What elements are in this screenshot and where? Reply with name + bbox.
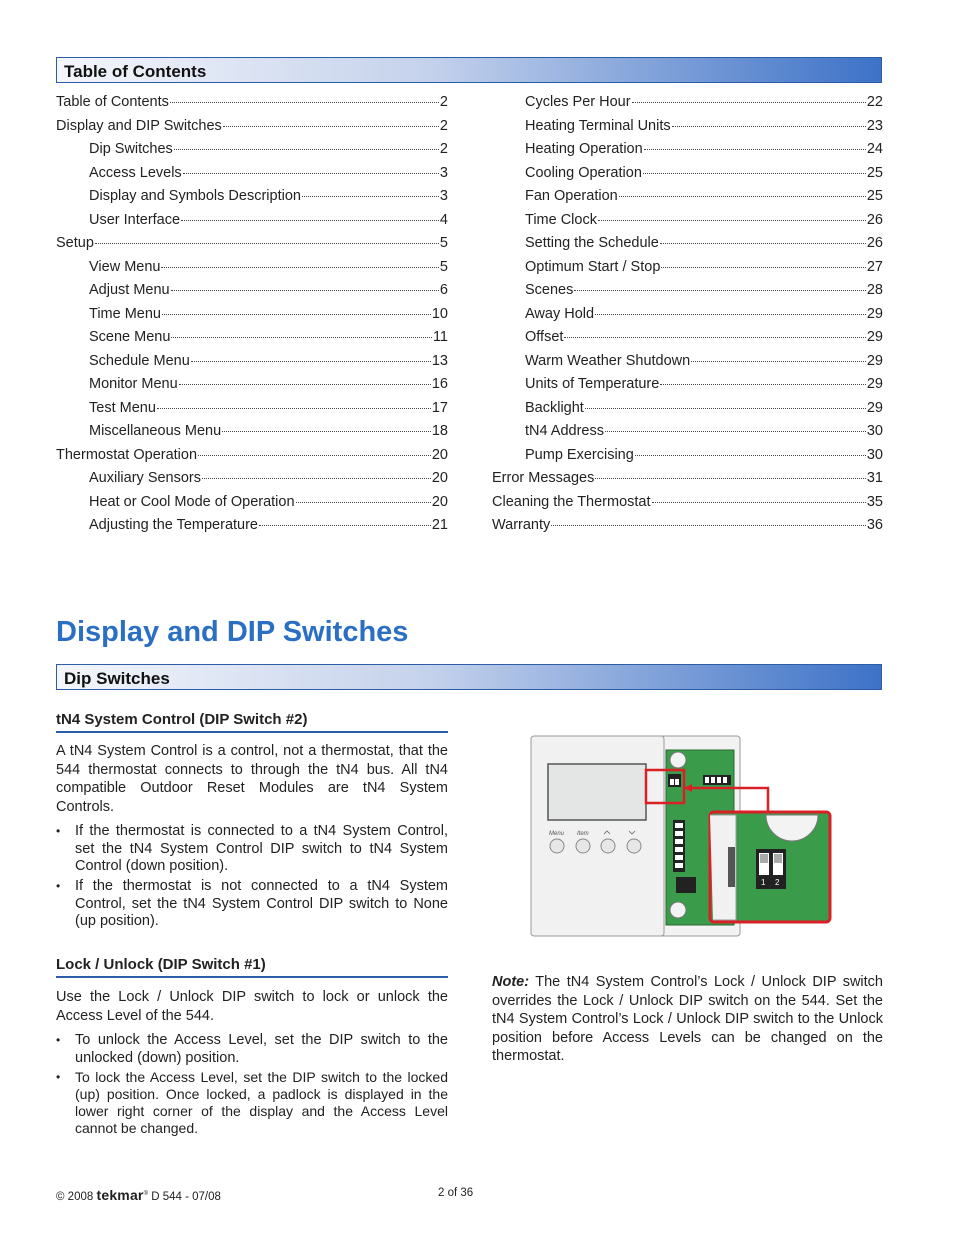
toc-entry-title: Table of Contents <box>56 94 169 110</box>
toc-entry <box>56 94 448 118</box>
lock-bullet-1-text: To unlock the Access Level, set the DIP switch to the unlocked (down) position. <box>75 1032 448 1066</box>
toc-leader-dots <box>296 502 431 503</box>
toc-leader-dots <box>661 267 865 268</box>
toc-entry-page: 18 <box>431 423 448 439</box>
toc-entry-page: 26 <box>866 235 883 251</box>
toc-leader-dots <box>564 337 865 338</box>
toc-leader-dots <box>585 408 866 409</box>
switch-1-label: 1 <box>761 878 766 887</box>
toc-entry-page: 30 <box>866 423 883 439</box>
toc-entry-page: 6 <box>439 282 448 298</box>
toc-entry-title: Access Levels <box>89 164 182 181</box>
toc-entry-title: Units of Temperature <box>525 376 660 392</box>
toc-entry-title: Error Messages <box>492 470 595 486</box>
toc-title: Table of Contents <box>64 62 207 81</box>
toc-leader-dots <box>672 126 866 127</box>
toc-leader-dots <box>652 502 866 503</box>
toc-entry <box>56 517 448 541</box>
toc-entry-title: Away Hold <box>525 305 595 322</box>
toc-entry-title: Setup <box>56 235 94 251</box>
toc-entry-title: Miscellaneous Menu <box>89 423 222 439</box>
toc-entry-page: 20 <box>431 493 448 510</box>
bullet-dot: • <box>56 1070 61 1084</box>
toc-entry-page: 3 <box>439 188 448 204</box>
toc-leader-dots <box>181 220 439 221</box>
section-title: Display and DIP Switches <box>56 616 409 648</box>
toc-leader-dots <box>223 126 439 127</box>
toc-entry-title: Fan Operation <box>525 188 618 204</box>
toc-leader-dots <box>202 478 431 479</box>
toc-leader-dots <box>162 314 431 315</box>
dip-switch-small <box>668 774 681 787</box>
toc-entry-page: 27 <box>866 258 883 275</box>
toc-entry <box>492 165 883 189</box>
toc-entry-title: Test Menu <box>89 399 156 416</box>
toc-entry-page: 2 <box>439 141 448 157</box>
toc-leader-dots <box>222 431 431 432</box>
toc-entry <box>492 94 883 118</box>
up-button <box>601 839 615 853</box>
toc-entry-title: Adjusting the Temperature <box>89 517 259 533</box>
toc-entry <box>492 447 883 471</box>
toc-entry <box>56 282 448 306</box>
toc-entry-page: 36 <box>866 517 883 533</box>
toc-entry-title: Pump Exercising <box>525 446 634 463</box>
item-button <box>576 839 590 853</box>
toc-entry-page: 25 <box>866 164 883 181</box>
toc-entry <box>492 376 883 400</box>
dip-switches-title: Dip Switches <box>64 669 170 688</box>
toc-entry-title: User Interface <box>89 211 181 228</box>
bullet-dot: • <box>56 879 61 893</box>
toc-entry <box>56 188 448 212</box>
switch-2-label: 2 <box>775 878 780 887</box>
toc-entry-page: 35 <box>866 493 883 510</box>
menu-button <box>550 839 564 853</box>
toc-entry <box>56 259 448 283</box>
toc-leader-dots <box>191 361 431 362</box>
toc-entry-page: 28 <box>866 282 883 298</box>
toc-entry <box>56 165 448 189</box>
toc-entry <box>56 235 448 259</box>
toc-entry-page: 23 <box>866 117 883 134</box>
toc-leader-dots <box>95 243 439 244</box>
toc-entry <box>56 353 448 377</box>
registered-mark: ® <box>143 1191 149 1198</box>
toc-entry <box>492 470 883 494</box>
toc-entry <box>56 400 448 424</box>
note-text: The tN4 System Control’s Lock / Unlock DIP switch overrides the Lock / Unlock DIP switch on the 544. Set the tN4 System Control’s Lock / Unlock DIP switch to the Unlock position before Access Levels can be changed on the thermostat. <box>492 974 883 1064</box>
toc-entry-page: 29 <box>866 329 883 345</box>
toc-leader-dots <box>635 455 866 456</box>
toc-entry <box>492 306 883 330</box>
toc-entry-page: 20 <box>431 470 448 486</box>
toc-leader-dots <box>171 290 439 291</box>
toc-entry <box>492 259 883 283</box>
toc-entry <box>56 212 448 236</box>
toc-entry <box>492 329 883 353</box>
toc-entry-title: Cycles Per Hour <box>525 94 631 110</box>
lock-bullet-2-text: To lock the Access Level, set the DIP switch to the locked (up) position. Once locked, a padlock is displayed in the lower right corner of the display and the Access Level cannot be changed. <box>75 1069 448 1136</box>
toc-leader-dots <box>179 384 431 385</box>
lock-heading: Lock / Unlock (DIP Switch #1) <box>56 956 448 978</box>
toc-entry <box>56 118 448 142</box>
footer-copyright: © 2008 <box>56 1191 94 1203</box>
note-paragraph <box>492 973 883 1066</box>
menu-label: Menu <box>549 831 565 837</box>
toc-entry <box>492 400 883 424</box>
toc-entry-page: 13 <box>431 352 448 369</box>
toc-entry-title: Thermostat Operation <box>56 446 198 463</box>
toc-entry-page: 2 <box>439 117 448 134</box>
tn4-bullet-2-text: If the thermostat is not connected to a tN4 System Control, set the tN4 System Control DIP switch to None (up position). <box>75 878 448 929</box>
tn4-heading: tN4 System Control (DIP Switch #2) <box>56 711 448 733</box>
toc-entry-page: 30 <box>866 446 883 463</box>
toc-leader-dots <box>632 102 866 103</box>
toc-leader-dots <box>605 431 866 432</box>
toc-entry-title: Offset <box>525 329 564 345</box>
toc-entry <box>492 141 883 165</box>
toc-entry-page: 24 <box>866 141 883 157</box>
toc-entry <box>56 306 448 330</box>
toc-entry-title: Warm Weather Shutdown <box>525 352 691 369</box>
toc-entry <box>492 118 883 142</box>
toc-entry <box>492 353 883 377</box>
toc-leader-dots <box>691 361 866 362</box>
toc-entry-page: 11 <box>432 329 448 345</box>
toc-entry-title: Heat or Cool Mode of Operation <box>89 493 295 510</box>
tn4-bullet-1-text: If the thermostat is connected to a tN4 System Control, set the tN4 System Control DIP switch to tN4 System Control (down position). <box>75 823 448 874</box>
toc-leader-dots <box>302 196 439 197</box>
toc-entry-title: Scene Menu <box>89 329 171 345</box>
toc-entry-page: 26 <box>866 211 883 228</box>
toc-leader-dots <box>595 314 866 315</box>
toc-leader-dots <box>174 149 439 150</box>
toc-entry-title: Cooling Operation <box>525 164 642 181</box>
toc-leader-dots <box>183 173 439 174</box>
toc-entry <box>56 447 448 471</box>
toc-entry-title: Time Menu <box>89 305 161 322</box>
thermostat-dip-switch-figure <box>528 732 834 942</box>
toc-entry-title: Backlight <box>525 399 584 416</box>
dip-switches-bar <box>56 664 882 690</box>
toc-entry <box>56 470 448 494</box>
tn4-bullet-1 <box>56 823 448 876</box>
toc-leader-dots <box>171 337 432 338</box>
down-button <box>627 839 641 853</box>
toc-entry-page: 5 <box>439 235 448 251</box>
toc-entry <box>56 423 448 447</box>
toc-leader-dots <box>660 384 866 385</box>
toc-leader-dots <box>574 290 865 291</box>
toc-entry-page: 21 <box>431 517 448 533</box>
toc-leader-dots <box>161 267 438 268</box>
toc-entry-page: 22 <box>866 94 883 110</box>
toc-entry-title: Warranty <box>492 517 551 533</box>
toc-leader-dots <box>157 408 431 409</box>
toc-right-column <box>492 94 883 541</box>
toc-entry <box>492 423 883 447</box>
bullet-dot: • <box>56 1033 61 1047</box>
toc-entry-page: 20 <box>431 446 448 463</box>
tn4-bullet-2 <box>56 878 448 931</box>
toc-entry <box>492 282 883 306</box>
toc-left-column <box>56 94 448 541</box>
toc-entry-page: 29 <box>866 352 883 369</box>
toc-entry <box>492 235 883 259</box>
toc-entry-page: 4 <box>439 211 448 228</box>
toc-entry <box>492 212 883 236</box>
toc-entry <box>56 329 448 353</box>
toc-leader-dots <box>644 149 866 150</box>
note-label: Note: <box>492 974 530 990</box>
toc-entry <box>56 141 448 165</box>
toc-entry-title: Adjust Menu <box>89 282 170 298</box>
tekmar-logo: tekmar <box>96 1187 144 1203</box>
toc-entry-title: Scenes <box>525 282 574 298</box>
toc-entry-title: Dip Switches <box>89 141 173 157</box>
toc-entry-title: Heating Terminal Units <box>525 117 671 134</box>
toc-leader-dots <box>643 173 866 174</box>
lock-bullet-2 <box>56 1069 448 1137</box>
toc-entry-title: Cleaning the Thermostat <box>492 493 651 510</box>
toc-entry-page: 2 <box>439 94 448 110</box>
toc-entry-title: Monitor Menu <box>89 376 178 392</box>
toc-entry-title: Time Clock <box>525 211 597 228</box>
toc-entry-page: 29 <box>866 399 883 416</box>
toc-entry <box>492 517 883 541</box>
lock-paragraph: Use the Lock / Unlock DIP switch to lock or unlock the Access Level of the 544. <box>56 989 448 1024</box>
toc-entry-title: Heating Operation <box>525 141 643 157</box>
toc-entry <box>56 376 448 400</box>
toc-entry-page: 29 <box>866 305 883 322</box>
toc-entry-page: 31 <box>866 470 883 486</box>
toc-entry-title: Schedule Menu <box>89 352 190 369</box>
toc-entry-title: tN4 Address <box>525 423 604 439</box>
toc-entry-page: 16 <box>431 376 448 392</box>
toc-entry <box>492 494 883 518</box>
bullet-dot: • <box>56 824 61 838</box>
toc-entry-title: Auxiliary Sensors <box>89 470 202 486</box>
toc-header-bar <box>56 57 882 83</box>
toc-entry-title: Display and DIP Switches <box>56 117 222 134</box>
toc-entry-page: 25 <box>866 188 883 204</box>
toc-leader-dots <box>619 196 866 197</box>
toc-entry-page: 17 <box>431 399 448 416</box>
item-label: Item <box>577 831 589 837</box>
toc-leader-dots <box>551 525 866 526</box>
footer-doc-number: D 544 - 07/08 <box>151 1191 221 1203</box>
footer-left <box>56 1187 221 1203</box>
toc-entry-title: Setting the Schedule <box>525 235 659 251</box>
toc-leader-dots <box>598 220 866 221</box>
toc-leader-dots <box>595 478 866 479</box>
toc-entry <box>56 494 448 518</box>
toc-leader-dots <box>170 102 439 103</box>
footer-page-number: 2 of 36 <box>438 1187 474 1199</box>
toc-entry-title: Display and Symbols Description <box>89 188 301 204</box>
toc-entry-title: View Menu <box>89 258 161 275</box>
toc-entry-page: 29 <box>866 376 883 392</box>
toc-entry <box>492 188 883 212</box>
toc-entry-page: 10 <box>431 305 448 322</box>
lock-bullet-1 <box>56 1032 448 1067</box>
toc-entry-page: 3 <box>439 164 448 181</box>
toc-entry-page: 5 <box>439 258 448 275</box>
tn4-paragraph: A tN4 System Control is a control, not a thermostat, that the 544 thermostat connects to through the tN4 bus. All tN4 compatible Outdoor Reset Modules are tN4 System Controls. <box>56 743 448 815</box>
toc-leader-dots <box>198 455 431 456</box>
toc-entry-title: Optimum Start / Stop <box>525 258 661 275</box>
toc-leader-dots <box>660 243 866 244</box>
toc-leader-dots <box>259 525 431 526</box>
